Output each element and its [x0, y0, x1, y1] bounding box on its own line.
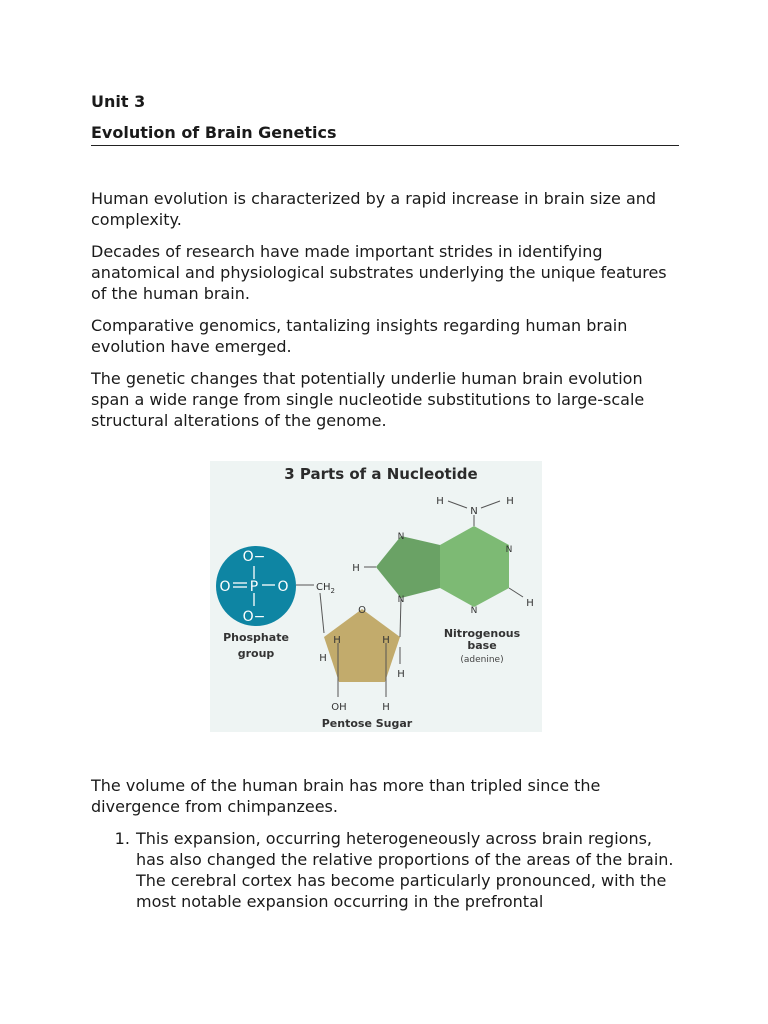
base-n-1: N: [397, 532, 405, 542]
phosphate-o-right: O: [277, 579, 289, 595]
paragraph-4: The genetic changes that potentially underlie human brain evolution span a wide range from single nucleotide substitutions to large-scale structural alterations of the genome.: [91, 369, 645, 430]
phosphate-p: P: [249, 579, 259, 595]
sugar-h-3: H: [382, 635, 390, 646]
document-page: [91, 92, 679, 912]
sugar-h-5: H: [382, 702, 390, 713]
base-label-line3: (adenine): [460, 655, 504, 665]
figure-title: 3 Parts of a Nucleotide: [284, 465, 478, 483]
base-h-4: H: [526, 598, 534, 609]
base-hexagon: [440, 526, 509, 607]
base-n-4: N: [505, 545, 513, 555]
phosphate-o-left: O: [219, 579, 231, 595]
phosphate-label-line2: group: [237, 647, 275, 660]
sugar-ring-o: O: [358, 605, 366, 616]
paragraph-3: Comparative genomics, tantalizing insights regarding human brain evolution have emerged.: [91, 316, 628, 356]
phosphate-o-top: O−: [242, 549, 266, 565]
base-n-2: N: [397, 595, 405, 605]
sugar-label: Pentose Sugar: [321, 717, 413, 730]
base-label-line1: Nitrogenous: [443, 627, 521, 640]
document-title: Evolution of Brain Genetics: [91, 123, 679, 146]
base-pentagon: [376, 536, 440, 598]
list-item: 1. This expansion, occurring heterogeneously across brain regions, has also changed the relative proportions of the areas of the brain. The cerebral cortex has become particularly pronounced, with the most notable expansion occurring in the prefrontal: [135, 828, 679, 912]
base-n-3: N: [470, 506, 478, 517]
phosphate-label-line1: Phosphate: [223, 631, 289, 644]
numbered-list: [91, 828, 679, 912]
sugar-h-4: H: [397, 669, 405, 680]
base-h-3: H: [506, 496, 514, 507]
sugar-h-1: H: [333, 635, 341, 646]
nucleotide-diagram: [210, 461, 542, 732]
ch2-label: $CH_2$: [316, 582, 335, 595]
paragraph-2: Decades of research have made important strides in identifying anatomical and physiological substrates underlying the unique features of the human brain.: [91, 242, 667, 303]
base-h-1: H: [352, 563, 360, 574]
unit-heading: Unit 3: [91, 92, 146, 111]
sugar-oh: OH: [331, 702, 347, 713]
paragraph-1: Human evolution is characterized by a rapid increase in brain size and complexity.: [91, 189, 657, 229]
paragraph-5: The volume of the human brain has more than tripled since the divergence from chimpanzees.: [91, 776, 601, 816]
nucleotide-figure: [210, 461, 542, 732]
base-label-line2: base: [467, 639, 497, 652]
base-n-5: N: [470, 606, 478, 616]
phosphate-o-bottom: O−: [242, 609, 266, 625]
base-h-2: H: [436, 496, 444, 507]
sugar-h-2: H: [319, 653, 327, 664]
